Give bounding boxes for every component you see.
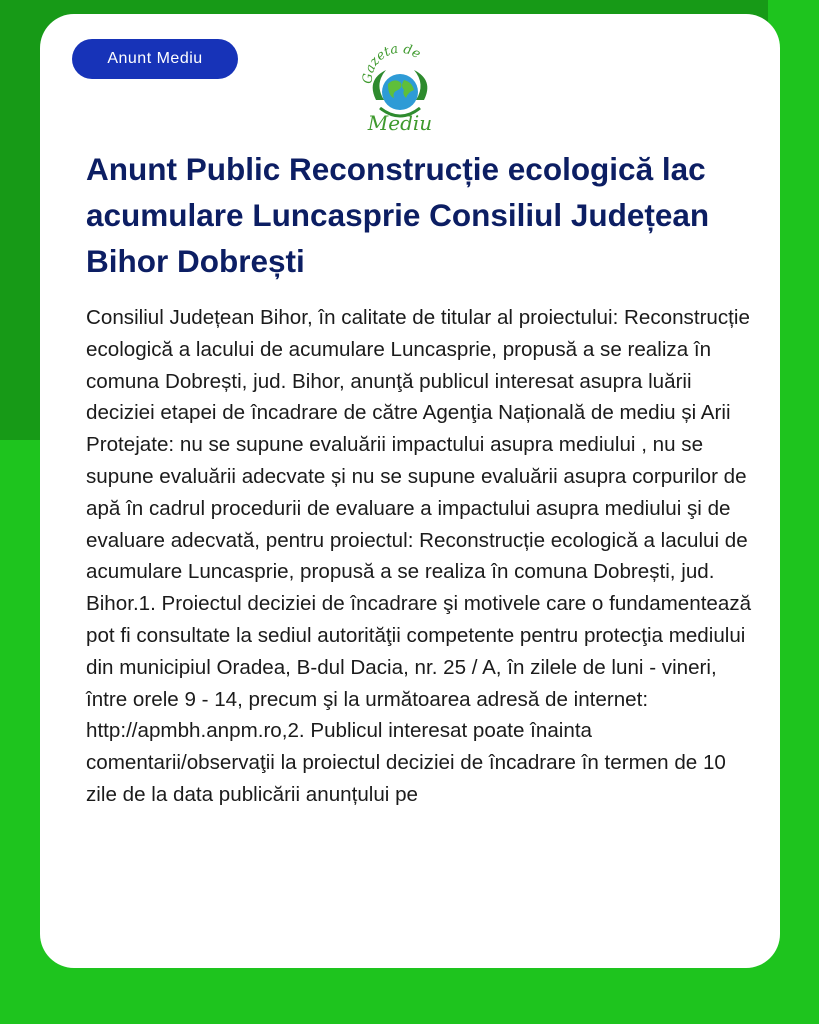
category-badge[interactable] <box>72 39 238 79</box>
announcement-body: Consiliul Județean Bihor, în calitate de titular al proiectului: Reconstrucție ecologică a lacului de acumulare Luncasprie, propusă a se realiza în comuna Dobrești, jud. Bihor, anunţă publicul interesat asupra luării deciziei etapei de încadrare de către Agenţia Națională de mediu și Arii Protejate: nu se supune evaluării impactului asupra mediului , nu se supune evaluării adecvate și nu se supune evaluării asupra corpurilor de apă în cadrul procedurii de evaluare a impactului asupra mediului şi de evaluare adecvată, pentru proiectul: Reconstrucție ecologică a lacului de acumulare Luncasprie, propusă a se realiza în comuna Dobrești, jud. Bihor.1. Proiectul deciziei de încadrare şi motivele care o fundamentează pot fi consultate la sediul autorităţii competente pentru protecţia mediului din municipiul Oradea, B-dul Dacia, nr. 25 / A, în zilele de luni - vineri, între orele 9 - 14, precum şi la următoarea adresă de internet: http://apmbh.anpm.ro,2. Publicul interesat poate înainta comentarii/observaţii la proiectul deciziei de încadrare în termen de 10 zile de la data publicării anunțului pe <box>86 306 752 806</box>
logo-bottom-text: Mediu <box>367 111 433 134</box>
logo-top-text: Gazeta de <box>360 41 424 85</box>
announcement-card <box>40 14 780 968</box>
globe-leaf-icon <box>358 38 442 134</box>
gazeta-de-mediu-logo <box>358 38 442 134</box>
category-badge-label: Anunt Mediu <box>107 50 203 67</box>
page-title: Anunt Public Reconstrucție ecologică lac acumulare Luncasprie Consiliul Județean Bihor Dobrești <box>86 151 710 279</box>
